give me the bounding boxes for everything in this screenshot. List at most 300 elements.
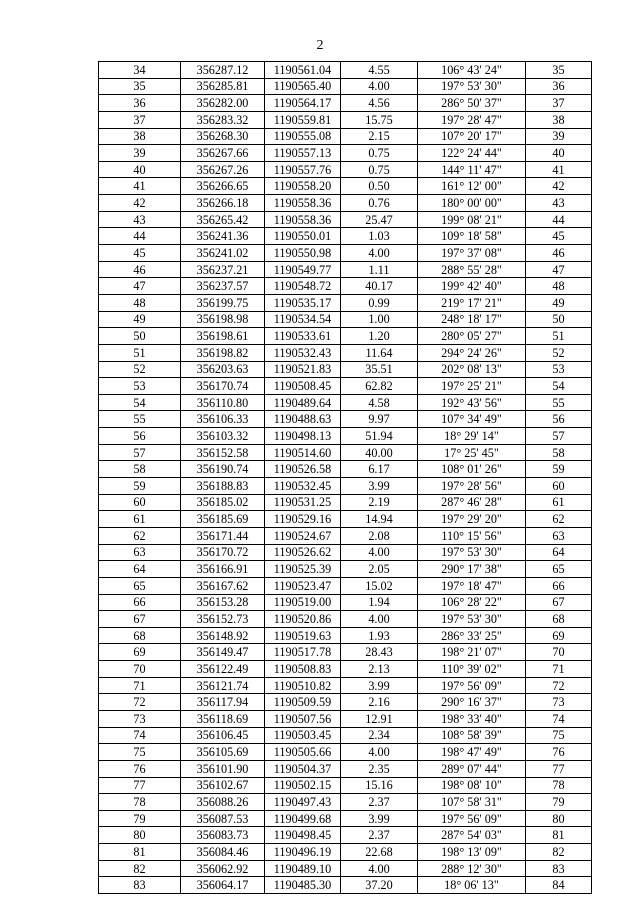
next-point-cell: 39 [526,128,592,145]
bearing-cell: 197° 53' 30" [418,611,526,628]
x-coordinate-cell: 356118.69 [181,710,265,727]
x-coordinate-cell: 356266.18 [181,195,265,212]
x-coordinate-cell: 356166.91 [181,561,265,578]
point-number-cell: 82 [99,860,181,877]
distance-cell: 2.15 [341,128,418,145]
point-number-cell: 60 [99,494,181,511]
next-point-cell: 65 [526,561,592,578]
y-coordinate-cell: 1190532.45 [265,478,341,495]
table-row [99,677,592,694]
distance-cell: 62.82 [341,378,418,395]
next-point-cell: 83 [526,860,592,877]
distance-cell: 4.58 [341,394,418,411]
table-row [99,245,592,262]
bearing-cell: 199° 08' 21" [418,211,526,228]
next-point-cell: 68 [526,611,592,628]
bearing-cell: 248° 18' 17" [418,311,526,328]
point-number-cell: 46 [99,261,181,278]
bearing-cell: 108° 58' 39" [418,727,526,744]
point-number-cell: 78 [99,794,181,811]
next-point-cell: 69 [526,627,592,644]
y-coordinate-cell: 1190535.17 [265,294,341,311]
y-coordinate-cell: 1190508.45 [265,378,341,395]
next-point-cell: 56 [526,411,592,428]
bearing-cell: 280° 05' 27" [418,328,526,345]
next-point-cell: 70 [526,644,592,661]
table-row [99,827,592,844]
y-coordinate-cell: 1190498.13 [265,428,341,445]
point-number-cell: 41 [99,178,181,195]
next-point-cell: 43 [526,195,592,212]
bearing-cell: 18° 29' 14" [418,428,526,445]
x-coordinate-cell: 356265.42 [181,211,265,228]
x-coordinate-cell: 356103.32 [181,428,265,445]
y-coordinate-cell: 1190549.77 [265,261,341,278]
point-number-cell: 67 [99,611,181,628]
distance-cell: 4.00 [341,245,418,262]
next-point-cell: 54 [526,378,592,395]
bearing-cell: 197° 56' 09" [418,810,526,827]
distance-cell: 40.17 [341,278,418,295]
point-number-cell: 65 [99,577,181,594]
distance-cell: 3.99 [341,478,418,495]
distance-cell: 2.08 [341,527,418,544]
point-number-cell: 80 [99,827,181,844]
point-number-cell: 49 [99,311,181,328]
y-coordinate-cell: 1190521.83 [265,361,341,378]
x-coordinate-cell: 356122.49 [181,661,265,678]
point-number-cell: 37 [99,111,181,128]
point-number-cell: 48 [99,294,181,311]
table-row [99,727,592,744]
next-point-cell: 71 [526,661,592,678]
y-coordinate-cell: 1190557.76 [265,161,341,178]
next-point-cell: 74 [526,710,592,727]
table-row [99,844,592,861]
table-row [99,561,592,578]
distance-cell: 1.11 [341,261,418,278]
y-coordinate-cell: 1190561.04 [265,62,341,79]
x-coordinate-cell: 356121.74 [181,677,265,694]
bearing-cell: 197° 25' 21" [418,378,526,395]
point-number-cell: 83 [99,877,181,894]
next-point-cell: 47 [526,261,592,278]
x-coordinate-cell: 356237.21 [181,261,265,278]
point-number-cell: 52 [99,361,181,378]
distance-cell: 3.99 [341,677,418,694]
distance-cell: 14.94 [341,511,418,528]
bearing-cell: 110° 39' 02" [418,661,526,678]
distance-cell: 0.99 [341,294,418,311]
bearing-cell: 108° 01' 26" [418,461,526,478]
y-coordinate-cell: 1190559.81 [265,111,341,128]
y-coordinate-cell: 1190557.13 [265,145,341,162]
distance-cell: 0.75 [341,145,418,162]
distance-cell: 2.13 [341,661,418,678]
table-row [99,328,592,345]
table-row [99,527,592,544]
point-number-cell: 54 [99,394,181,411]
x-coordinate-cell: 356198.61 [181,328,265,345]
table-row [99,211,592,228]
point-number-cell: 66 [99,594,181,611]
point-number-cell: 81 [99,844,181,861]
next-point-cell: 61 [526,494,592,511]
distance-cell: 4.00 [341,78,418,95]
point-number-cell: 44 [99,228,181,245]
next-point-cell: 51 [526,328,592,345]
x-coordinate-cell: 356170.72 [181,544,265,561]
point-number-cell: 79 [99,810,181,827]
bearing-cell: 197° 28' 47" [418,111,526,128]
table-row [99,877,592,894]
distance-cell: 0.50 [341,178,418,195]
table-row [99,777,592,794]
table-row [99,195,592,212]
y-coordinate-cell: 1190555.08 [265,128,341,145]
x-coordinate-cell: 356110.80 [181,394,265,411]
next-point-cell: 84 [526,877,592,894]
table-row [99,95,592,112]
table-row [99,478,592,495]
next-point-cell: 81 [526,827,592,844]
table-row [99,611,592,628]
point-number-cell: 57 [99,444,181,461]
point-number-cell: 71 [99,677,181,694]
next-point-cell: 53 [526,361,592,378]
table-row [99,694,592,711]
point-number-cell: 61 [99,511,181,528]
bearing-cell: 17° 25' 45" [418,444,526,461]
table-row [99,145,592,162]
distance-cell: 51.94 [341,428,418,445]
bearing-cell: 192° 43' 56" [418,394,526,411]
y-coordinate-cell: 1190507.56 [265,710,341,727]
next-point-cell: 79 [526,794,592,811]
bearing-cell: 106° 43' 24" [418,62,526,79]
bearing-cell: 122° 24' 44" [418,145,526,162]
bearing-cell: 18° 06' 13" [418,877,526,894]
bearing-cell: 198° 33' 40" [418,710,526,727]
y-coordinate-cell: 1190565.40 [265,78,341,95]
bearing-cell: 287° 54' 03" [418,827,526,844]
next-point-cell: 58 [526,444,592,461]
y-coordinate-cell: 1190526.62 [265,544,341,561]
x-coordinate-cell: 356083.73 [181,827,265,844]
point-number-cell: 34 [99,62,181,79]
point-number-cell: 74 [99,727,181,744]
next-point-cell: 73 [526,694,592,711]
y-coordinate-cell: 1190558.36 [265,195,341,212]
x-coordinate-cell: 356106.45 [181,727,265,744]
table-row [99,810,592,827]
table-row [99,511,592,528]
bearing-cell: 290° 16' 37" [418,694,526,711]
x-coordinate-cell: 356062.92 [181,860,265,877]
x-coordinate-cell: 356268.30 [181,128,265,145]
point-number-cell: 59 [99,478,181,495]
distance-cell: 22.68 [341,844,418,861]
y-coordinate-cell: 1190503.45 [265,727,341,744]
y-coordinate-cell: 1190504.37 [265,760,341,777]
table-row [99,760,592,777]
x-coordinate-cell: 356105.69 [181,744,265,761]
x-coordinate-cell: 356101.90 [181,760,265,777]
point-number-cell: 75 [99,744,181,761]
bearing-cell: 288° 55' 28" [418,261,526,278]
next-point-cell: 38 [526,111,592,128]
point-number-cell: 62 [99,527,181,544]
table-row [99,644,592,661]
bearing-cell: 202° 08' 13" [418,361,526,378]
distance-cell: 12.91 [341,710,418,727]
distance-cell: 0.75 [341,161,418,178]
distance-cell: 4.55 [341,62,418,79]
table-row [99,594,592,611]
point-number-cell: 64 [99,561,181,578]
bearing-cell: 199° 42' 40" [418,278,526,295]
point-number-cell: 76 [99,760,181,777]
table-row [99,261,592,278]
point-number-cell: 36 [99,95,181,112]
y-coordinate-cell: 1190498.45 [265,827,341,844]
table-row [99,428,592,445]
point-number-cell: 42 [99,195,181,212]
next-point-cell: 80 [526,810,592,827]
table-row [99,378,592,395]
y-coordinate-cell: 1190524.67 [265,527,341,544]
y-coordinate-cell: 1190526.58 [265,461,341,478]
bearing-cell: 161° 12' 00" [418,178,526,195]
point-number-cell: 47 [99,278,181,295]
bearing-cell: 198° 47' 49" [418,744,526,761]
y-coordinate-cell: 1190534.54 [265,311,341,328]
table-row [99,627,592,644]
x-coordinate-cell: 356285.81 [181,78,265,95]
point-number-cell: 39 [99,145,181,162]
x-coordinate-cell: 356087.53 [181,810,265,827]
point-number-cell: 38 [99,128,181,145]
bearing-cell: 294° 24' 26" [418,344,526,361]
table-row [99,62,592,79]
table-row [99,294,592,311]
distance-cell: 35.51 [341,361,418,378]
point-number-cell: 45 [99,245,181,262]
next-point-cell: 67 [526,594,592,611]
y-coordinate-cell: 1190519.00 [265,594,341,611]
x-coordinate-cell: 356198.98 [181,311,265,328]
next-point-cell: 60 [526,478,592,495]
x-coordinate-cell: 356203.63 [181,361,265,378]
y-coordinate-cell: 1190496.19 [265,844,341,861]
point-number-cell: 43 [99,211,181,228]
point-number-cell: 53 [99,378,181,395]
page-number: 2 [316,38,324,53]
next-point-cell: 78 [526,777,592,794]
table-row [99,228,592,245]
bearing-cell: 197° 37' 08" [418,245,526,262]
next-point-cell: 64 [526,544,592,561]
y-coordinate-cell: 1190525.39 [265,561,341,578]
distance-cell: 40.00 [341,444,418,461]
distance-cell: 2.35 [341,760,418,777]
point-number-cell: 69 [99,644,181,661]
next-point-cell: 72 [526,677,592,694]
distance-cell: 4.00 [341,544,418,561]
x-coordinate-cell: 356185.02 [181,494,265,511]
distance-cell: 2.34 [341,727,418,744]
bearing-cell: 144° 11' 47" [418,161,526,178]
bearing-cell: 198° 08' 10" [418,777,526,794]
y-coordinate-cell: 1190519.63 [265,627,341,644]
bearing-cell: 286° 50' 37" [418,95,526,112]
next-point-cell: 41 [526,161,592,178]
x-coordinate-cell: 356088.26 [181,794,265,811]
distance-cell: 4.00 [341,860,418,877]
bearing-cell: 286° 33' 25" [418,627,526,644]
point-number-cell: 51 [99,344,181,361]
table-row [99,411,592,428]
y-coordinate-cell: 1190510.82 [265,677,341,694]
x-coordinate-cell: 356084.46 [181,844,265,861]
bearing-cell: 197° 56' 09" [418,677,526,694]
x-coordinate-cell: 356152.73 [181,611,265,628]
table-row [99,161,592,178]
next-point-cell: 75 [526,727,592,744]
distance-cell: 37.20 [341,877,418,894]
distance-cell: 9.97 [341,411,418,428]
table-row [99,860,592,877]
next-point-cell: 36 [526,78,592,95]
y-coordinate-cell: 1190558.20 [265,178,341,195]
distance-cell: 1.03 [341,228,418,245]
x-coordinate-cell: 356188.83 [181,478,265,495]
y-coordinate-cell: 1190497.43 [265,794,341,811]
x-coordinate-cell: 356148.92 [181,627,265,644]
distance-cell: 1.00 [341,311,418,328]
next-point-cell: 57 [526,428,592,445]
y-coordinate-cell: 1190499.68 [265,810,341,827]
x-coordinate-cell: 356152.58 [181,444,265,461]
bearing-cell: 198° 13' 09" [418,844,526,861]
bearing-cell: 109° 18' 58" [418,228,526,245]
distance-cell: 15.16 [341,777,418,794]
y-coordinate-cell: 1190523.47 [265,577,341,594]
x-coordinate-cell: 356153.28 [181,594,265,611]
next-point-cell: 82 [526,844,592,861]
distance-cell: 4.56 [341,95,418,112]
x-coordinate-cell: 356117.94 [181,694,265,711]
y-coordinate-cell: 1190517.78 [265,644,341,661]
distance-cell: 3.99 [341,810,418,827]
distance-cell: 4.00 [341,744,418,761]
point-number-cell: 58 [99,461,181,478]
point-number-cell: 73 [99,710,181,727]
table-row [99,311,592,328]
x-coordinate-cell: 356167.62 [181,577,265,594]
table-row [99,128,592,145]
next-point-cell: 76 [526,744,592,761]
bearing-cell: 197° 29' 20" [418,511,526,528]
bearing-cell: 107° 34' 49" [418,411,526,428]
y-coordinate-cell: 1190550.01 [265,228,341,245]
y-coordinate-cell: 1190548.72 [265,278,341,295]
point-number-cell: 50 [99,328,181,345]
distance-cell: 1.94 [341,594,418,611]
bearing-cell: 197° 18' 47" [418,577,526,594]
table-row [99,111,592,128]
table-row [99,178,592,195]
next-point-cell: 40 [526,145,592,162]
bearing-cell: 288° 12' 30" [418,860,526,877]
distance-cell: 2.16 [341,694,418,711]
next-point-cell: 42 [526,178,592,195]
bearing-cell: 289° 07' 44" [418,760,526,777]
y-coordinate-cell: 1190488.63 [265,411,341,428]
x-coordinate-cell: 356102.67 [181,777,265,794]
distance-cell: 1.93 [341,627,418,644]
x-coordinate-cell: 356190.74 [181,461,265,478]
table-row [99,344,592,361]
y-coordinate-cell: 1190514.60 [265,444,341,461]
bearing-cell: 197° 53' 30" [418,544,526,561]
distance-cell: 6.17 [341,461,418,478]
distance-cell: 28.43 [341,644,418,661]
x-coordinate-cell: 356064.17 [181,877,265,894]
x-coordinate-cell: 356198.82 [181,344,265,361]
x-coordinate-cell: 356106.33 [181,411,265,428]
next-point-cell: 66 [526,577,592,594]
bearing-cell: 180° 00' 00" [418,195,526,212]
next-point-cell: 46 [526,245,592,262]
y-coordinate-cell: 1190529.16 [265,511,341,528]
distance-cell: 2.37 [341,794,418,811]
y-coordinate-cell: 1190505.66 [265,744,341,761]
point-number-cell: 35 [99,78,181,95]
x-coordinate-cell: 356241.02 [181,245,265,262]
x-coordinate-cell: 356283.32 [181,111,265,128]
x-coordinate-cell: 356199.75 [181,294,265,311]
distance-cell: 15.75 [341,111,418,128]
point-number-cell: 72 [99,694,181,711]
distance-cell: 2.19 [341,494,418,511]
x-coordinate-cell: 356149.47 [181,644,265,661]
next-point-cell: 49 [526,294,592,311]
distance-cell: 1.20 [341,328,418,345]
table-row [99,794,592,811]
point-number-cell: 56 [99,428,181,445]
y-coordinate-cell: 1190502.15 [265,777,341,794]
x-coordinate-cell: 356171.44 [181,527,265,544]
next-point-cell: 77 [526,760,592,777]
next-point-cell: 59 [526,461,592,478]
table-row [99,278,592,295]
next-point-cell: 35 [526,62,592,79]
x-coordinate-cell: 356282.00 [181,95,265,112]
bearing-cell: 110° 15' 56" [418,527,526,544]
table-row [99,744,592,761]
next-point-cell: 50 [526,311,592,328]
distance-cell: 4.00 [341,611,418,628]
distance-cell: 2.37 [341,827,418,844]
x-coordinate-cell: 356185.69 [181,511,265,528]
table-row [99,444,592,461]
y-coordinate-cell: 1190533.61 [265,328,341,345]
y-coordinate-cell: 1190558.36 [265,211,341,228]
bearing-cell: 219° 17' 21" [418,294,526,311]
next-point-cell: 55 [526,394,592,411]
table-row [99,710,592,727]
